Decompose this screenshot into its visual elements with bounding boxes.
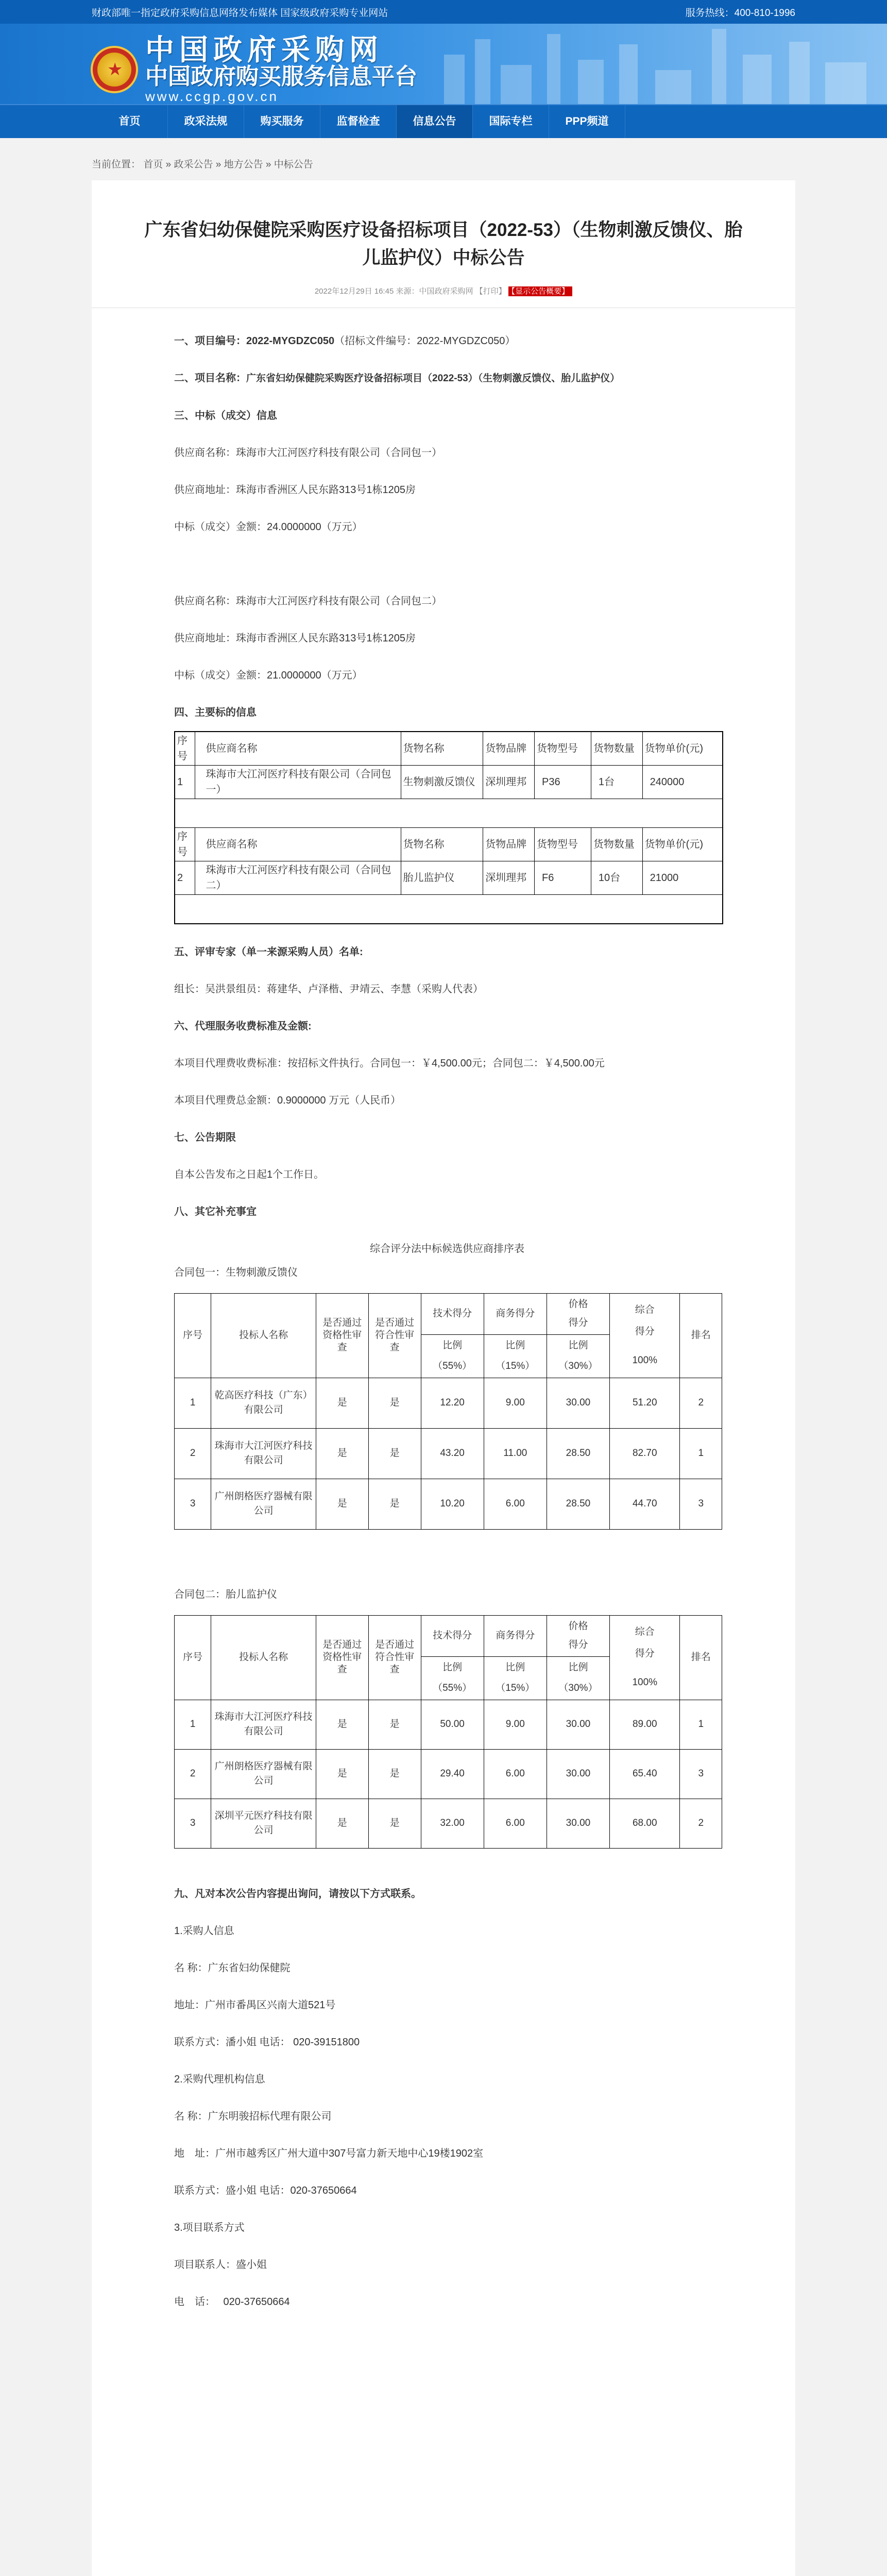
top-bar-slogan: 财政部唯一指定政府采购信息网络发布媒体 国家级政府采购专业网站: [92, 7, 388, 19]
table-row: 1 珠海市大江河医疗科技有限公司（合同包一） 生物刺激反馈仪 深圳理邦 P36 1台 240000: [175, 766, 723, 799]
main-nav: [0, 104, 887, 138]
contact-line: 联系方式：潘小姐 电话： 020-39151800: [174, 2036, 360, 2048]
table-row: 3 深圳平元医疗科技有限公司 是 是 32.00 6.00 30.00 68.00 2: [175, 1799, 722, 1848]
page-title: 广东省妇幼保健院采购医疗设备招标项目（2022-53）（生物刺激反馈仪、胎儿监护仪）中标公告: [144, 220, 743, 268]
ranking-table-title: 综合评分法中标候选供应商排序表: [370, 1243, 524, 1255]
pkg2-address: 供应商地址：珠海市香洲区人民东路313号1栋1205房: [174, 633, 416, 644]
contact-line: 地址：广州市番禺区兴南大道521号: [174, 1999, 336, 2011]
score-table-pkg2: 序号 投标人名称 是否通过资格性审查 是否通过符合性审查 技术得分 商务得分 价格 得分 综合 得分 100% 排名 比例 （55%） 比例 （15%） 比例 （30%） 1 珠海市大江河医疗科技有限公司 是 是 50.00 9.00 30.00 89.00 1 2 广州朗格医疗器械有限公司 是 是 29.40 6.00 30.00 65.40 3 3 深圳平元医疗科技有限公司 是 是 32.00 6.00 30.00 68.00 2: [174, 1615, 722, 1849]
section-experts: 五、评审专家（单一来源采购人员）名单:: [174, 946, 363, 958]
national-emblem-icon: ★: [91, 46, 138, 93]
contact-line: 名 称：广东明骏招标代理有限公司: [174, 2110, 332, 2122]
nav-international[interactable]: 国际专栏: [473, 105, 549, 138]
city-skyline-decoration: [423, 24, 887, 104]
breadcrumb-label: 当前位置：: [92, 159, 141, 170]
table-row: 2 珠海市大江河医疗科技有限公司（合同包二） 胎儿监护仪 深圳理邦 F6 10台 21000: [175, 861, 723, 895]
article-panel: [92, 180, 795, 2576]
section-other-matters: 八、其它补充事宜: [174, 1206, 257, 1217]
section-award-info: 三、中标（成交）信息: [174, 410, 277, 421]
nav-regulations[interactable]: 政采法规: [168, 105, 244, 138]
agency-fee-standard: 本项目代理费收费标准：按招标文件执行。合同包一：￥4,500.00元；合同包二：￥4,500.00元: [174, 1057, 605, 1069]
section-project-name: 二、项目名称：广东省妇幼保健院采购医疗设备招标项目（2022-53）（生物刺激反馈仪、胎儿监护仪）: [174, 372, 620, 384]
nav-home[interactable]: 首页: [92, 105, 168, 138]
site-banner: [0, 24, 887, 104]
logo-title: 中国政府采购网: [145, 33, 383, 66]
table-row: 2 广州朗格医疗器械有限公司 是 是 29.40 6.00 30.00 65.40 3: [175, 1749, 722, 1799]
article-content: [174, 332, 720, 2311]
contact-line: 联系方式：盛小姐 电话：020-37650664: [174, 2184, 357, 2196]
table-row: 1 珠海市大江河医疗科技有限公司 是 是 50.00 9.00 30.00 89.00 1: [175, 1700, 722, 1749]
breadcrumb-home[interactable]: 首页: [143, 159, 163, 170]
nav-ppp[interactable]: PPP频道: [549, 105, 625, 138]
logo-url: www.ccgp.gov.cn: [145, 89, 279, 104]
contact-line: 地 址：广州市越秀区广州大道中307号富力新天地中心19楼1902室: [174, 2147, 484, 2159]
show-summary-button[interactable]: 【显示公告概要】: [508, 286, 573, 296]
table-row: 1 乾高医疗科技（广东）有限公司 是 是 12.20 9.00 30.00 51.20 2: [175, 1378, 722, 1428]
experts-list: 组长：吴洪景组员：蒋建华、卢泽楷、尹靖云、李慧（采购人代表）: [174, 983, 483, 995]
contact-line: 1.采购人信息: [174, 1925, 234, 1937]
pkg2-amount: 中标（成交）金额：21.0000000（万元）: [174, 670, 363, 681]
contact-line: 2.采购代理机构信息: [174, 2073, 265, 2085]
goods-header-row: 序号 供应商名称 货物名称 货物品牌 货物型号 货物数量 货物单价(元): [175, 732, 723, 766]
pkg1-label: 合同包一：生物刺激反馈仪: [174, 1266, 298, 1278]
goods-table: [174, 731, 723, 924]
breadcrumb-local[interactable]: 地方公告: [224, 159, 263, 170]
breadcrumb-notices[interactable]: 政采公告: [174, 159, 213, 170]
agency-fee-total: 本项目代理费总金额：0.9000000 万元（人民币）: [174, 1094, 401, 1106]
breadcrumb: 当前位置： 首页 » 政采公告 » 地方公告 » 中标公告: [92, 159, 313, 170]
pkg2-supplier: 供应商名称：珠海市大江河医疗科技有限公司（合同包二）: [174, 596, 442, 607]
table-row: 2 珠海市大江河医疗科技有限公司 是 是 43.20 11.00 28.50 82.70 1: [175, 1428, 722, 1479]
table-row-blank: [175, 799, 723, 828]
table-row-blank: [175, 895, 723, 924]
nav-purchase-services[interactable]: 购买服务: [244, 105, 320, 138]
nav-announcements[interactable]: 信息公告: [397, 105, 473, 138]
section-contacts: 九、凡对本次公告内容提出询问，请按以下方式联系。: [174, 1888, 421, 1900]
section-notice-period: 七、公告期限: [174, 1131, 236, 1143]
nav-supervision[interactable]: 监督检查: [320, 105, 397, 138]
pkg1-address: 供应商地址：珠海市香洲区人民东路313号1栋1205房: [174, 484, 416, 496]
table-row: 3 广州朗格医疗器械有限公司 是 是 10.20 6.00 28.50 44.70 3: [175, 1479, 722, 1529]
article-meta-text[interactable]: 2022年12月29日 16:45 来源：中国政府采购网 【打印】: [314, 287, 506, 296]
notice-period-text: 自本公告发布之日起1个工作日。: [174, 1168, 325, 1180]
pkg1-amount: 中标（成交）金额：24.0000000（万元）: [174, 521, 363, 533]
contact-line: 名 称：广东省妇幼保健院: [174, 1962, 291, 1974]
pkg2-label: 合同包二：胎儿监护仪: [174, 1588, 277, 1600]
contact-line: 项目联系人：盛小姐: [174, 2259, 267, 2270]
contact-line: 电 话： 020-37650664: [174, 2296, 290, 2308]
breadcrumb-award[interactable]: 中标公告: [274, 159, 313, 170]
section-agency-fee: 六、代理服务收费标准及金额:: [174, 1020, 312, 1032]
logo-subtitle: 中国政府购买服务信息平台: [145, 64, 417, 89]
contact-line: 3.项目联系方式: [174, 2222, 245, 2233]
top-bar: [0, 0, 887, 24]
article-meta: [92, 285, 795, 296]
service-hotline: 服务热线：400-810-1996: [685, 7, 795, 19]
pkg1-supplier: 供应商名称：珠海市大江河医疗科技有限公司（合同包一）: [174, 447, 442, 459]
site-logo[interactable]: [91, 35, 417, 104]
section-project-number: 一、项目编号：2022-MYGDZC050（招标文件编号：2022-MYGDZC050）: [174, 335, 516, 347]
section-main-items: 四、主要标的信息: [174, 707, 257, 718]
score-table-pkg1: 序号 投标人名称 是否通过资格性审查 是否通过符合性审查 技术得分 商务得分 价格 得分 综合 得分 100% 排名 比例 （55%） 比例 （15%） 比例 （30%） 1 乾高医疗科技（广东）有限公司 是 是 12.20 9.00 30.00 51.20 2 2 珠海市大江河医疗科技有限公司 是 是 43.20 11.00 28.50 82.70 1 3 广州朗格医疗器械有限公司 是 是 10.20 6.00 28.50 44.70 3: [174, 1293, 722, 1530]
goods-header-row: 序号 供应商名称 货物名称 货物品牌 货物型号 货物数量 货物单价(元): [175, 828, 723, 861]
